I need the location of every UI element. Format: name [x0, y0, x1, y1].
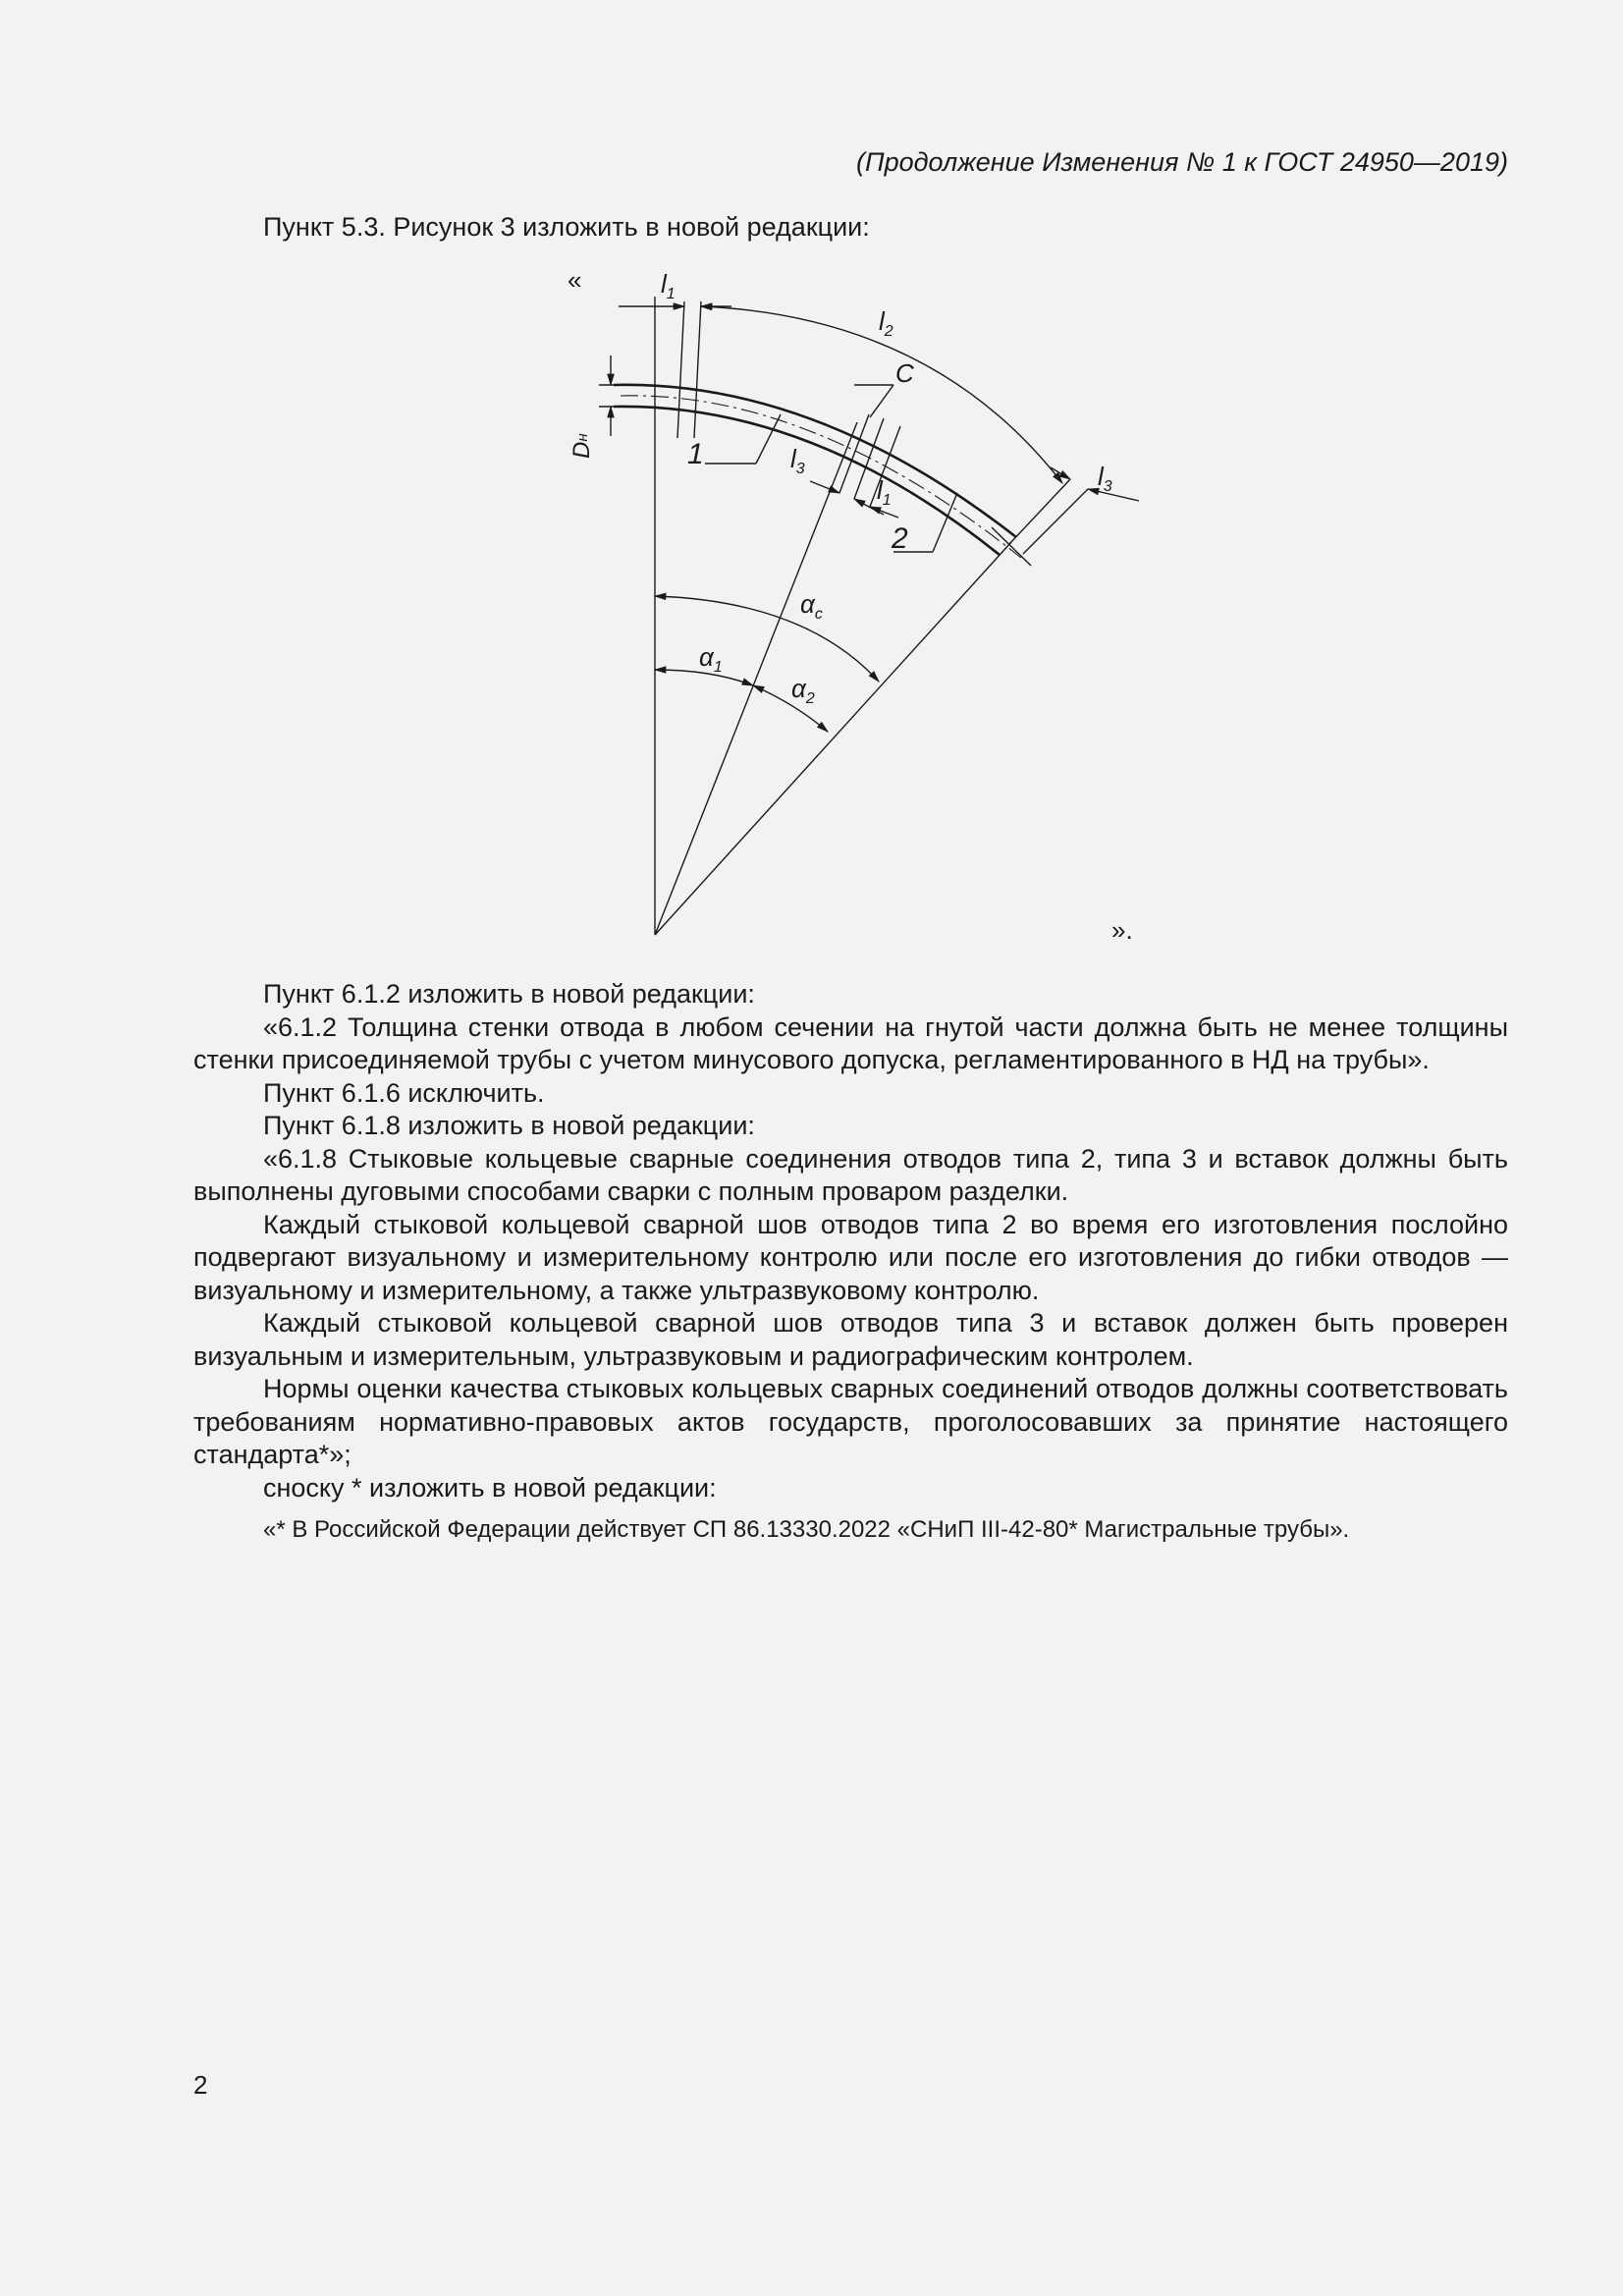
paragraph-weld-type-3: Каждый стыковой кольцевой сварной шов отводов типа 3 и вставок должен быть проверен визуальным и измерительным, ультразвуковым и радиографическим контролем.: [193, 1308, 1508, 1371]
radial-line-weld-c: [655, 422, 857, 935]
l3-end-arrow-2: [1051, 467, 1070, 479]
label-dn: Dн: [568, 433, 595, 459]
alpha-2-arc: [753, 685, 828, 732]
paragraph-6-1-2-instruction: Пункт 6.1.2 изложить в новой редакции:: [263, 979, 755, 1009]
l1-top-ext-line-2: [694, 301, 701, 438]
label-2: 2: [892, 522, 908, 555]
l1-top-ext-line: [677, 301, 684, 438]
paragraph-6-1-8-text: «6.1.8 Стыковые кольцевые сварные соединения отводов типа 2, типа 3 и вставок должны быть выполнены дуговыми способами сварки с полным проваром разделки.: [193, 1143, 1508, 1206]
amendment-body: [193, 978, 1508, 1504]
paragraph-weld-type-2: Каждый стыковой кольцевой сварной шов отводов типа 2 во время его изготовления послойно подвергают визуальному и измерительному контролю или после его изготовления до гибки отводов — визуальному и измерительному, а также ультразвуковому контролю.: [193, 1209, 1508, 1305]
label-c: C: [895, 358, 914, 388]
paragraph-footnote-instruction: сноску * изложить в новой редакции:: [263, 1472, 717, 1503]
label-l1-weld: $l_1$: [877, 475, 892, 509]
l3-end-arrow: [1088, 489, 1139, 501]
end-ext-line-2: [1023, 489, 1088, 554]
footnote-text: «* В Российской Федерации действует СП 86.13330.2022 «СНиП III-42-80* Магистральные трубы».: [263, 1516, 1350, 1543]
label-l3-weld: $l_3$: [790, 444, 805, 477]
alpha-c-arc: [655, 596, 879, 682]
end-ext-line-1: [1009, 479, 1070, 544]
pipe-centerline: [621, 396, 1021, 558]
figure-quote-close: ».: [1111, 915, 1133, 945]
label-alpha-1: $\alpha_1$: [699, 642, 723, 676]
c-leader: [870, 385, 893, 417]
label-l3-end: $l_3$: [1098, 462, 1112, 495]
figure-quote-open: «: [568, 265, 582, 295]
page-number: 2: [193, 2070, 208, 2100]
paragraph-6-1-8-instruction: Пункт 6.1.8 изложить в новой редакции:: [263, 1111, 755, 1140]
pipe-inner-wall: [614, 407, 1000, 555]
figure-3-pipe-bend-diagram: [560, 257, 1149, 955]
label-l2: $l_2$: [879, 306, 893, 340]
label-l1-top: $l_1$: [661, 269, 676, 302]
alpha-1-arc: [655, 670, 753, 685]
pipe-outer-wall: [614, 385, 1016, 537]
label-1-leader: [756, 414, 781, 464]
paragraph-6-1-6-instruction: Пункт 6.1.6 исключить.: [263, 1077, 545, 1108]
label-alpha-2: $\alpha_2$: [791, 674, 815, 707]
l3-weld-arrow: [810, 481, 839, 493]
label-alpha-c: $\alpha_c$: [800, 589, 823, 623]
weld-ext-line-1: [839, 414, 869, 493]
running-header: (Продолжение Изменения № 1 к ГОСТ 24950—2019): [856, 147, 1508, 177]
paragraph-6-1-2-text: «6.1.2 Толщина стенки отвода в любом сечении на гнутой части должна быть не менее толщины стенки присоединяемой трубы с учетом минусового допуска, регламентированного в НД на трубы».: [193, 1011, 1508, 1074]
pipe-bend-svg: [560, 257, 1149, 955]
paragraph-quality-norms: Нормы оценки качества стыковых кольцевых сварных соединений отводов должны соответствовать требованиям нормативно-правовых актов государств, проголосовавших за принятие настоящего стандарта*»;: [193, 1374, 1508, 1469]
intro-instruction: Пункт 5.3. Рисунок 3 изложить в новой редакции:: [263, 212, 870, 242]
label-1: 1: [687, 438, 704, 470]
